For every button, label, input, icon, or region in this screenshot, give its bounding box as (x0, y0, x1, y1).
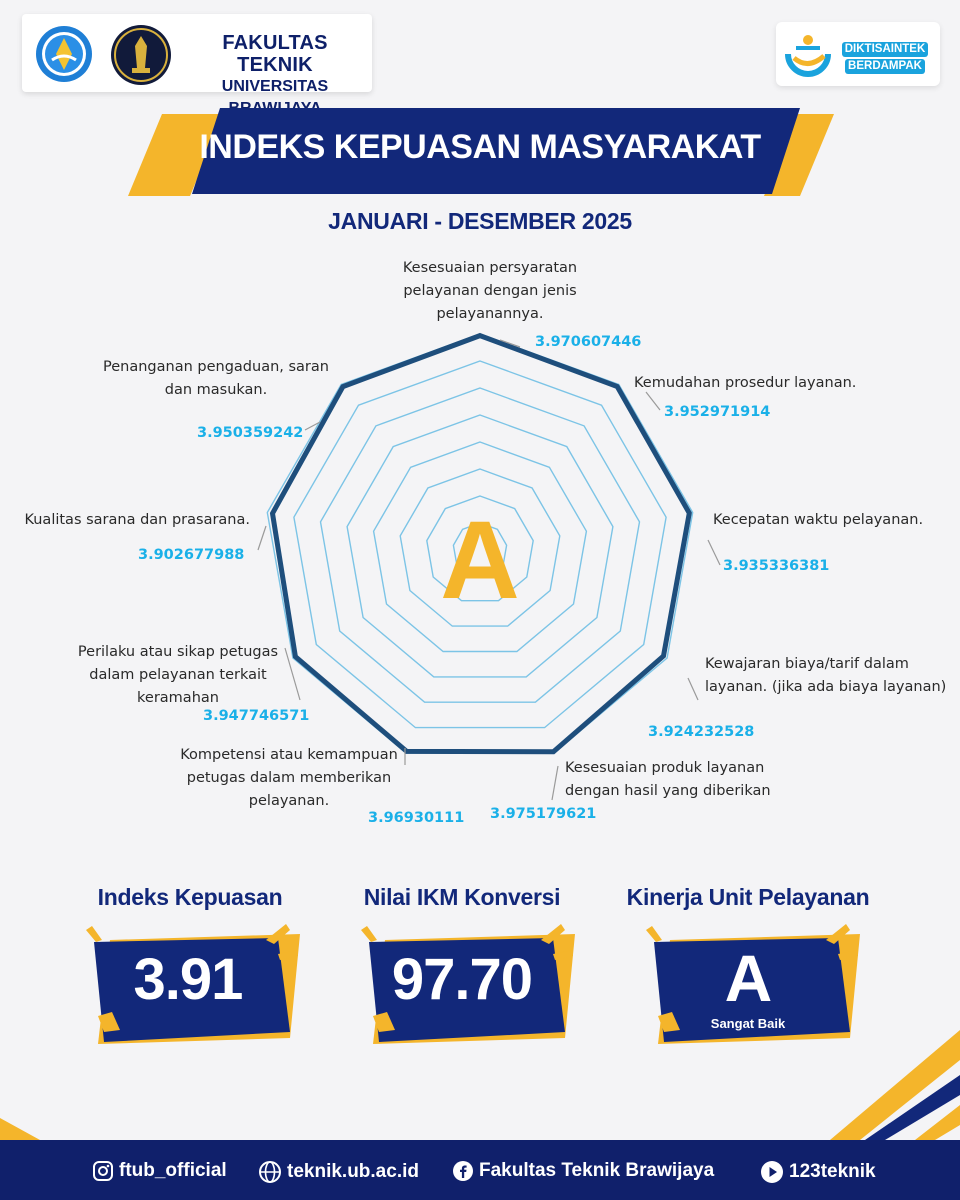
radar-value-label: 3.924232528 (648, 724, 755, 740)
page-title: INDEKS KEPUASAN MASYARAKAT (199, 128, 761, 166)
kemdikbud-logo-icon (34, 24, 94, 84)
radar-value-label: 3.935336381 (723, 558, 830, 574)
radar-value-label: 3.947746571 (203, 708, 310, 724)
brawijaya-logo-icon (110, 24, 172, 86)
metric-value-ikm: 97.70 (391, 947, 533, 1012)
radar-value-label: 3.975179621 (490, 806, 597, 822)
instagram-handle: ftub_official (119, 1160, 227, 1181)
period-subtitle: JANUARI - DESEMBER 2025 (328, 208, 632, 234)
radar-category-label: Kewajaran biaya/tarif dalam layanan. (jika ada biaya layanan) (705, 656, 947, 695)
radar-value-label: 3.952971914 (664, 404, 771, 420)
facebook-icon (452, 1160, 474, 1182)
radar-category-label: Kualitas sarana dan prasarana. (24, 512, 250, 528)
radar-value-label: 3.902677988 (138, 547, 245, 563)
radar-category-label: Kemudahan prosedur layanan. (634, 375, 857, 391)
radar-value-label: 3.950359242 (197, 425, 304, 441)
radar-chart (0, 240, 960, 840)
metric-value-kinerja: A (724, 941, 772, 1015)
institution-line1: FAKULTAS TEKNIK (222, 32, 328, 76)
radar-leader-line (688, 678, 698, 700)
footer-facebook[interactable] (452, 1160, 714, 1182)
radar-category-label: Kompetensi atau kemampuan petugas dalam memberikan pelayanan. (180, 747, 398, 809)
metric-value-indeks: 3.91 (133, 947, 243, 1012)
radar-category-label: Perilaku atau sikap petugas dalam pelayanan terkait keramahan (77, 644, 279, 706)
footer-website[interactable] (258, 1160, 419, 1184)
radar-leader-line (258, 526, 266, 550)
metric-label-indeks: Indeks Kepuasan (97, 884, 283, 910)
radar-category-label: Kecepatan waktu pelayanan. (713, 512, 924, 528)
youtube-channel: 123teknik (789, 1161, 876, 1182)
metric-sub-kinerja: Sangat Baik (710, 1016, 786, 1031)
badge-line2: BERDAMPAK (845, 59, 925, 74)
institution-line2: UNIVERSITAS (221, 78, 329, 95)
chart-center-grade: A (440, 499, 520, 622)
radar-leader-line (708, 540, 720, 565)
metric-label-kinerja: Kinerja Unit Pelayanan (626, 884, 870, 910)
radar-category-label: Penanganan pengaduan, saran dan masukan. (103, 359, 329, 398)
footer-instagram[interactable] (92, 1160, 227, 1182)
website-url: teknik.ub.ac.id (287, 1161, 419, 1182)
diktisaintek-text (836, 41, 934, 75)
diktisaintek-logo-icon (780, 26, 836, 82)
radar-leader-line (646, 392, 660, 410)
globe-icon (258, 1160, 282, 1184)
radar-leader-line (552, 766, 558, 800)
youtube-play-icon (760, 1160, 784, 1184)
radar-category-label: Kesesuaian persyaratan pelayanan dengan jenis pelayanannya. (402, 260, 578, 322)
badge-line1: DIKTISAINTEK (842, 42, 929, 57)
footer-youtube[interactable] (760, 1160, 876, 1184)
instagram-icon (92, 1160, 114, 1182)
metric-label-ikm: Nilai IKM Konversi (363, 884, 561, 910)
radar-value-label: 3.970607446 (535, 334, 642, 350)
radar-value-label: 3.96930111 (368, 810, 465, 826)
radar-category-label: Kesesuaian produk layanan dengan hasil yang diberikan (565, 760, 771, 799)
facebook-page: Fakultas Teknik Brawijaya (479, 1160, 715, 1181)
